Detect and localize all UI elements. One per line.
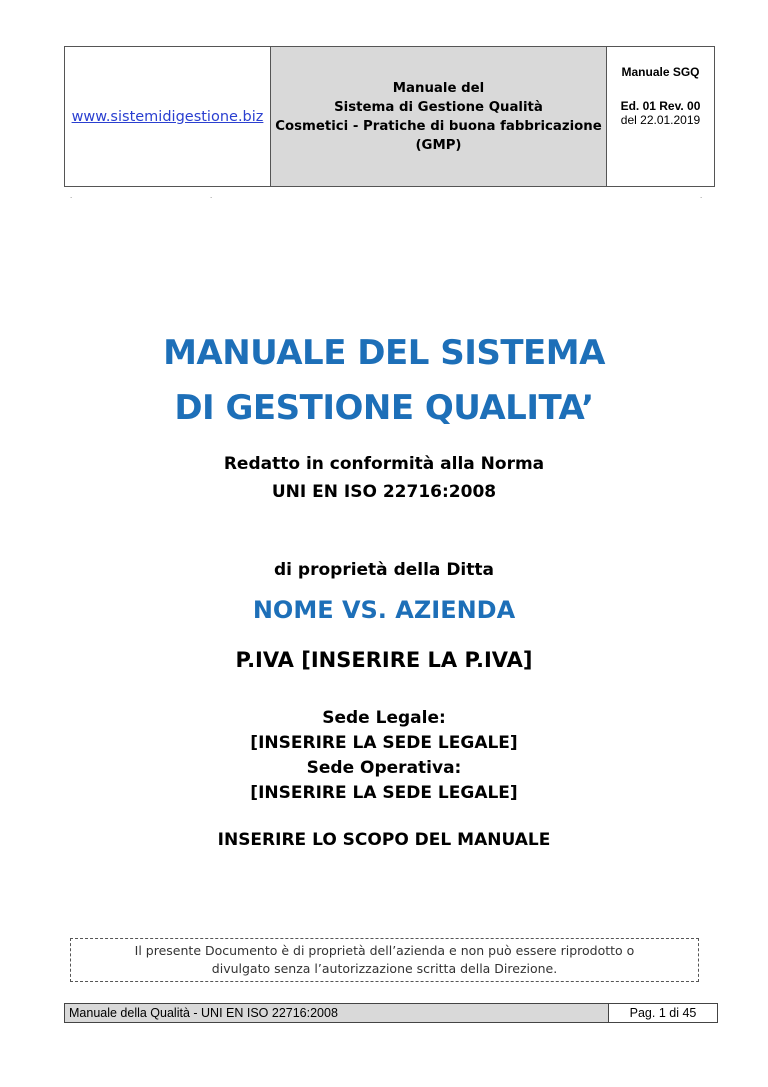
owner-label: di proprietà della Ditta (274, 560, 494, 580)
operative-address-label: Sede Operativa: (306, 758, 462, 778)
conformity-standard: UNI EN ISO 22716:2008 (271, 482, 497, 502)
notice-line: divulgato senza l’autorizzazione scritta della Direzione. (211, 961, 558, 976)
website-link[interactable]: www.sistemidigestione.biz (71, 108, 264, 125)
legal-address-label: Sede Legale: (322, 708, 446, 728)
header-title-line: (GMP) (415, 137, 462, 153)
conformity-line: Redatto in conformità alla Norma (223, 454, 545, 474)
decorative-dot: . (70, 191, 73, 200)
edition-date: del 22.01.2019 (620, 113, 701, 127)
title-line: MANUALE DEL SISTEMA (163, 333, 605, 373)
confidentiality-notice (70, 938, 699, 982)
decorative-dot: . (210, 191, 213, 200)
title-line: DI GESTIONE QUALITA’ (174, 388, 594, 428)
header-title-line: Manuale del (392, 80, 485, 96)
doc-code: Manuale SGQ (621, 65, 700, 79)
page-title (0, 326, 768, 436)
decorative-dot: . (700, 191, 703, 200)
page-footer (64, 1003, 718, 1023)
header-title-cell (271, 47, 607, 186)
company-name: NOME VS. AZIENDA (252, 596, 516, 624)
header-title-line: Sistema di Gestione Qualità (334, 99, 543, 115)
address-block (0, 706, 768, 806)
vat-number: P.IVA [INSERIRE LA P.IVA] (235, 648, 533, 672)
page-number: Pag. 1 di 45 (609, 1004, 717, 1022)
legal-address-value: [INSERIRE LA SEDE LEGALE] (250, 733, 518, 753)
edition: Ed. 01 Rev. 00 (620, 99, 701, 113)
header-revision-cell (607, 47, 714, 186)
manual-scope: INSERIRE LO SCOPO DEL MANUALE (217, 830, 551, 850)
header-table (64, 46, 715, 187)
operative-address-value: [INSERIRE LA SEDE LEGALE] (250, 783, 518, 803)
header-title-line: Cosmetici - Pratiche di buona fabbricazione (275, 118, 602, 134)
conformity-block (0, 450, 768, 506)
footer-document-name: Manuale della Qualità - UNI EN ISO 22716:2008 (65, 1004, 609, 1022)
notice-line: Il presente Documento è di proprietà dell’azienda e non può essere riprodotto o (134, 943, 635, 958)
header-url-cell (65, 47, 271, 186)
